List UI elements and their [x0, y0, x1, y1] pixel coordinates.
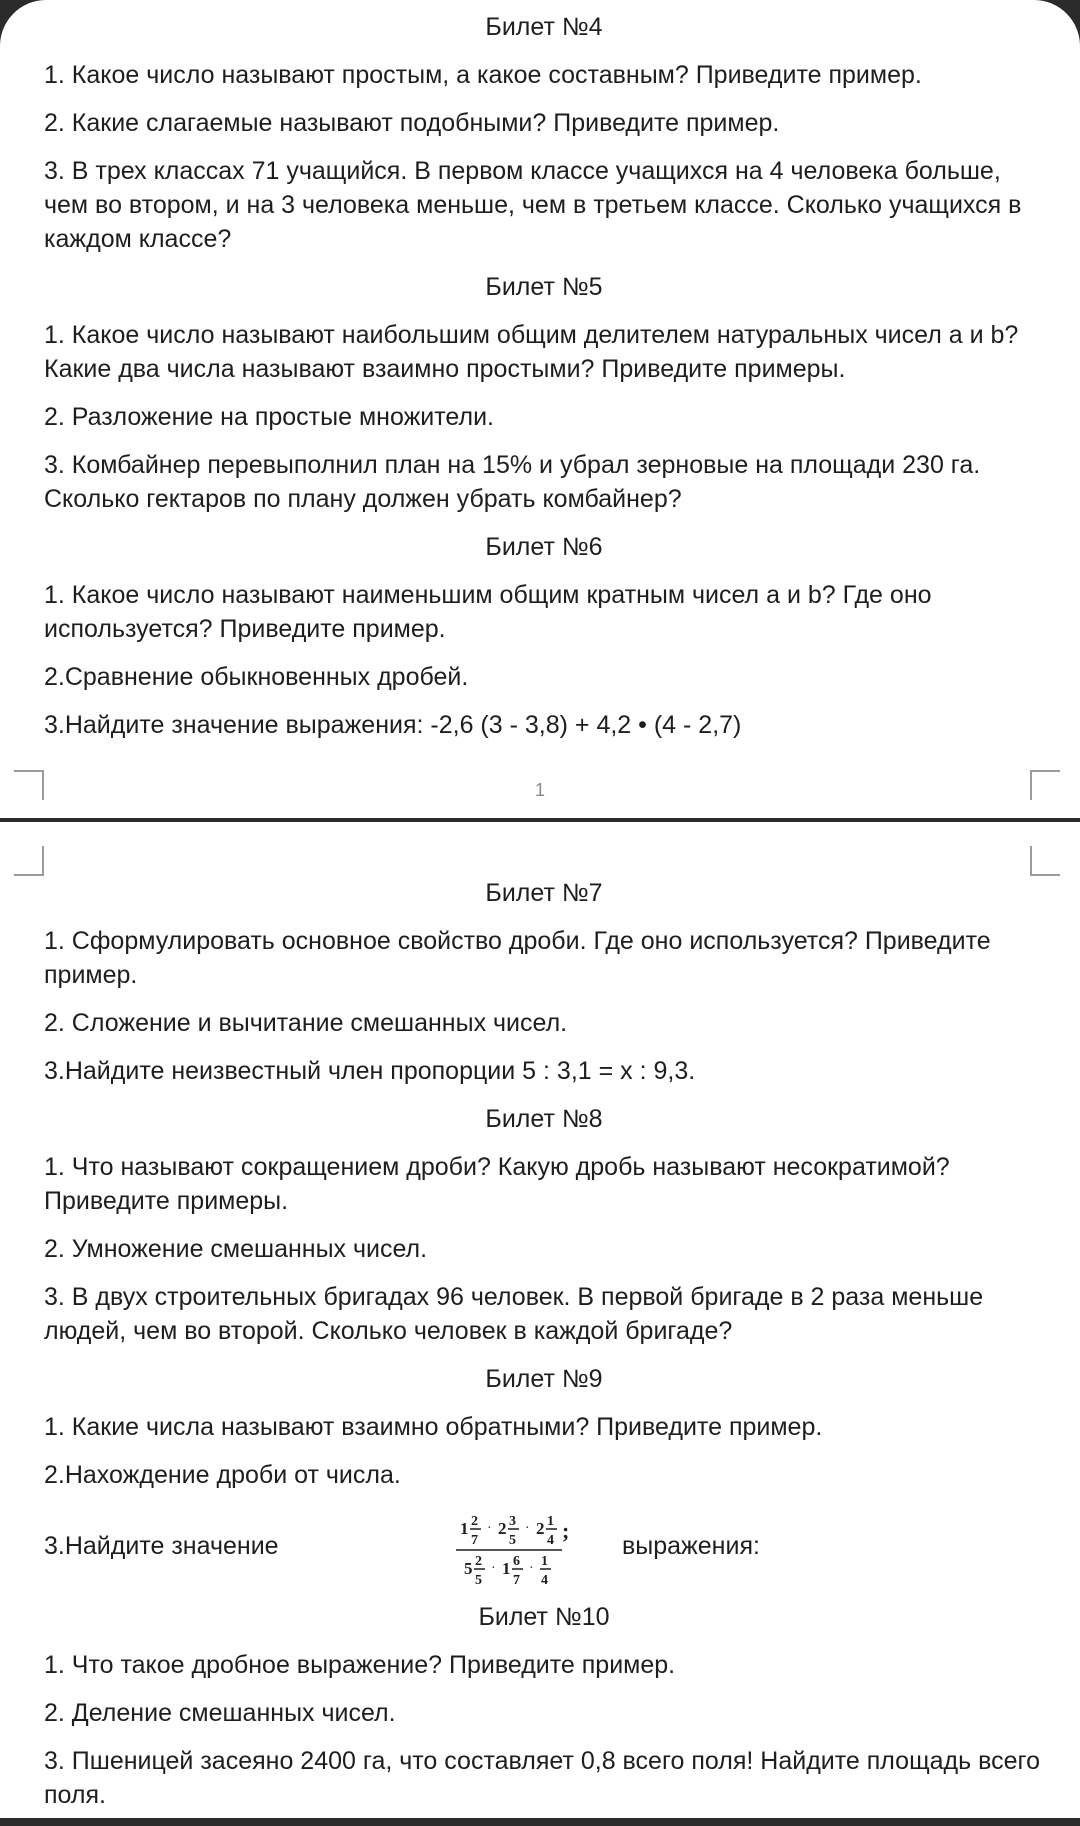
- question: 1. Какие числа называют взаимно обратными? Приведите пример.: [44, 1413, 823, 1441]
- question-label-suffix: выражения:: [622, 1532, 760, 1560]
- formula-bottom-term-denominator: 4: [541, 1573, 548, 1586]
- page-1-content: [44, 10, 1044, 756]
- formula-top-term-whole: 2: [536, 1519, 545, 1538]
- ticket-title: Билет №5: [485, 273, 603, 301]
- formula-semicolon: ;: [562, 1518, 570, 1543]
- formula-top-term-denominator: 4: [547, 1533, 554, 1548]
- question: 2.Сравнение обыкновенных дробей.: [44, 663, 469, 691]
- formula-operator: ·: [487, 1521, 492, 1536]
- question: 3. В двух строительных бригадах 96 человек. В первой бригаде в 2 раза меньше людей, чем во второй. Сколько человек в каждой бригаде?: [44, 1283, 984, 1345]
- question: 1. Какое число называют наименьшим общим кратным чисел а и b? Где оно используется? Приведите пример.: [44, 581, 932, 643]
- question-label: 3.Найдите значение: [44, 1532, 279, 1560]
- question: 2. Какие слагаемые называют подобными? Приведите пример.: [44, 109, 780, 137]
- question: 2. Разложение на простые множители.: [44, 403, 494, 431]
- fraction-formula-svg: [454, 1506, 604, 1586]
- fraction-formula: [454, 1506, 604, 1586]
- question: 2.Нахождение дроби от числа.: [44, 1461, 401, 1489]
- formula-bottom-term-denominator: 5: [475, 1573, 482, 1586]
- document-page-1: [0, 0, 1080, 818]
- formula-bottom-term-numerator: 2: [475, 1554, 482, 1569]
- question: 3. Пшеницей засеяно 2400 га, что составляет 0,8 всего поля! Найдите площадь всего поля.: [44, 1747, 1040, 1809]
- formula-top-term-numerator: 2: [471, 1514, 478, 1529]
- formula-top-term-denominator: 5: [509, 1533, 516, 1548]
- page-corner-mark: [14, 846, 44, 876]
- ticket-title: Билет №7: [485, 879, 603, 907]
- question: 1. Какое число называют наибольшим общим делителем натуральных чисел а и b? Какие два числа называют взаимно простыми? Приведите примеры.: [44, 321, 1019, 383]
- page-number: 1: [534, 780, 545, 800]
- formula-operator: ·: [491, 1561, 496, 1576]
- page-corner-mark: [1030, 846, 1060, 876]
- question: 1. Что называют сокращением дроби? Какую дробь называют несократимой? Приведите примеры.: [44, 1153, 950, 1215]
- question: 1. Сформулировать основное свойство дроби. Где оно используется? Приведите пример.: [44, 927, 991, 989]
- formula-operator: ·: [529, 1561, 534, 1576]
- ticket-title: Билет №4: [485, 13, 603, 41]
- ticket-title: Билет №6: [485, 533, 603, 561]
- ticket-title: Билет №10: [478, 1603, 610, 1631]
- question: 3.Найдите неизвестный член пропорции 5 : 3,1 = х : 9,3.: [44, 1057, 696, 1085]
- formula-top-term-numerator: 1: [547, 1514, 554, 1529]
- formula-bottom-term-denominator: 7: [513, 1573, 520, 1586]
- question: 2. Сложение и вычитание смешанных чисел.: [44, 1009, 568, 1037]
- question: 2. Деление смешанных чисел.: [44, 1699, 396, 1727]
- formula-bottom-term-numerator: 1: [541, 1554, 548, 1569]
- ticket-title: Билет №8: [485, 1105, 603, 1133]
- formula-top-term-whole: 1: [460, 1519, 469, 1538]
- formula-top-term-numerator: 3: [509, 1514, 516, 1529]
- question: 1. Какое число называют простым, а какое составным? Приведите пример.: [44, 61, 922, 89]
- question: 1. Что такое дробное выражение? Приведите пример.: [44, 1651, 676, 1679]
- question: 3.Найдите значение выражения: -2,6 (3 - 3,8) + 4,2 • (4 - 2,7): [44, 711, 742, 739]
- document-page-2: [0, 822, 1080, 1818]
- formula-top-term-whole: 2: [498, 1519, 507, 1538]
- formula-bottom-term-numerator: 6: [513, 1554, 520, 1569]
- formula-bottom-term-whole: 5: [464, 1559, 473, 1578]
- ticket-title: Билет №9: [485, 1365, 603, 1393]
- question-with-formula: [44, 1506, 1044, 1586]
- question: 3. Комбайнер перевыполнил план на 15% и убрал зерновые на площади 230 га. Сколько гектаров по плану должен убрать комбайнер?: [44, 451, 981, 513]
- formula-operator: ·: [525, 1521, 530, 1536]
- question: 2. Умножение смешанных чисел.: [44, 1235, 428, 1263]
- question: 3. В трех классах 71 учащийся. В первом классе учащихся на 4 человека больше, чем во втором, и на 3 человека меньше, чем в третьем классе. Сколько учащихся в каждом классе?: [44, 157, 1022, 253]
- page-2-content: [44, 876, 1044, 1826]
- formula-bottom-term-whole: 1: [502, 1559, 511, 1578]
- formula-top-term-denominator: 7: [471, 1533, 478, 1548]
